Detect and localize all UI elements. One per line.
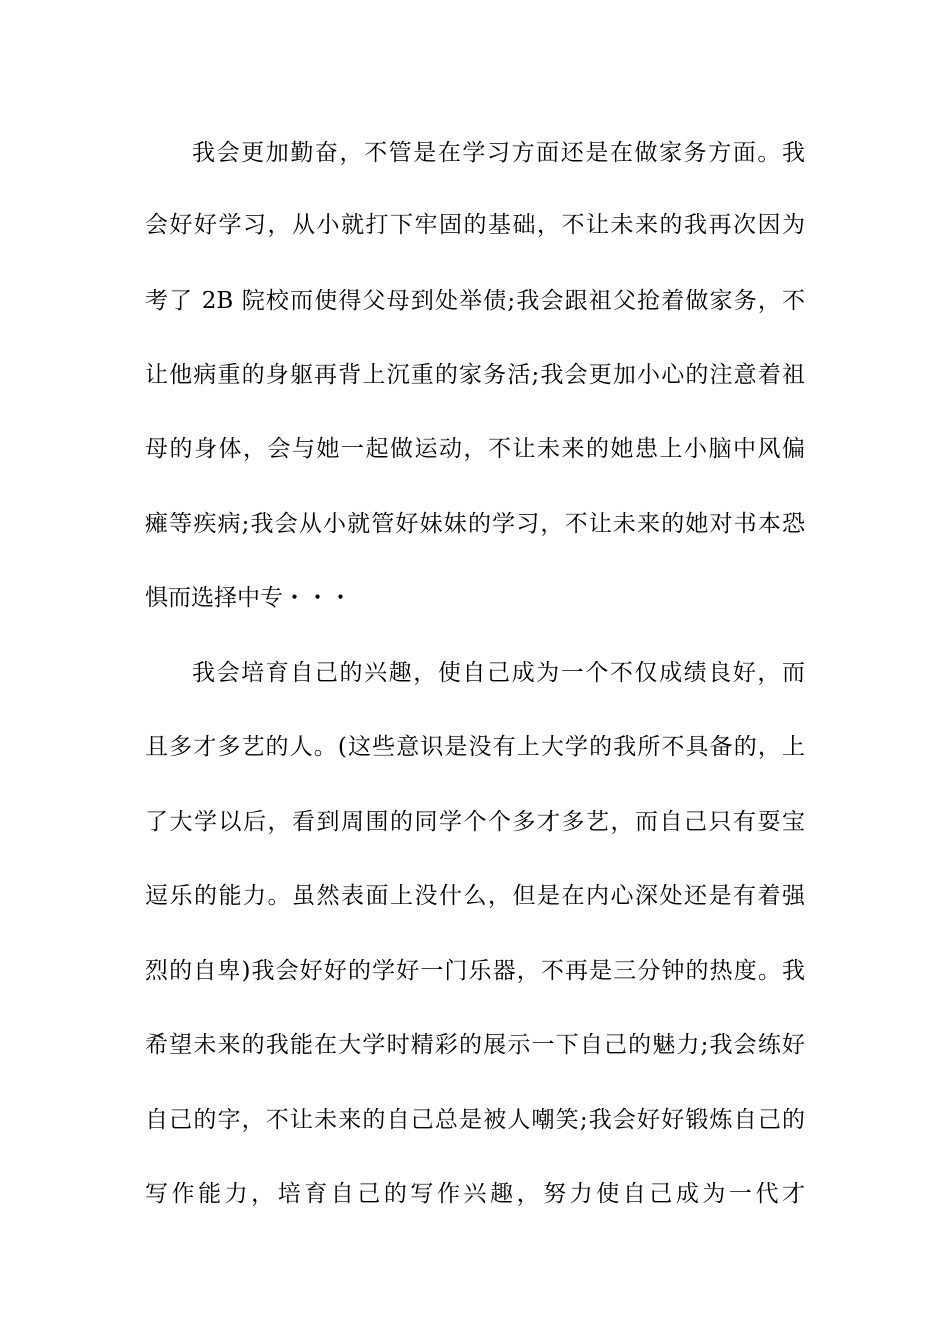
text-line: 我会培育自己的兴趣，使自己成为一个不仅成绩良好，而 <box>192 660 805 686</box>
text-line: 写作能力，培育自己的写作兴趣，努力使自己成为一代才 <box>145 1181 805 1207</box>
text-line: 瘫等疾病;我会从小就管好妹妹的学习，不让未来的她对书本恐 <box>145 511 805 537</box>
text-line: 让他病重的身躯再背上沉重的家务活;我会更加小心的注意着祖 <box>145 362 805 388</box>
text-line: 希望未来的我能在大学时精彩的展示一下自己的魅力;我会练好 <box>145 1032 805 1058</box>
text-line: 烈的自卑)我会好好的学好一门乐器，不再是三分钟的热度。我 <box>145 958 805 984</box>
text-line: 自己的字，不让未来的自己总是被人嘲笑;我会好好锻炼自己的 <box>145 1107 805 1133</box>
text-line: 母的身体，会与她一起做运动，不让未来的她患上小脑中风偏 <box>145 436 805 462</box>
text-line: 我会更加勤奋，不管是在学习方面还是在做家务方面。我 <box>192 140 805 166</box>
text-line: 且多才多艺的人。(这些意识是没有上大学的我所不具备的，上 <box>145 734 805 760</box>
text-line: 考了 2B 院校而使得父母到处举债;我会跟祖父抢着做家务，不 <box>145 288 805 314</box>
text-line: 逗乐的能力。虽然表面上没什么，但是在内心深处还是有着强 <box>145 883 805 909</box>
text-line: 惧而选择中专・・・ <box>145 585 352 611</box>
text-line: 了大学以后，看到周围的同学个个多才多艺，而自己只有耍宝 <box>145 809 805 835</box>
text-line: 会好好学习，从小就打下牢固的基础，不让未来的我再次因为 <box>145 212 805 238</box>
